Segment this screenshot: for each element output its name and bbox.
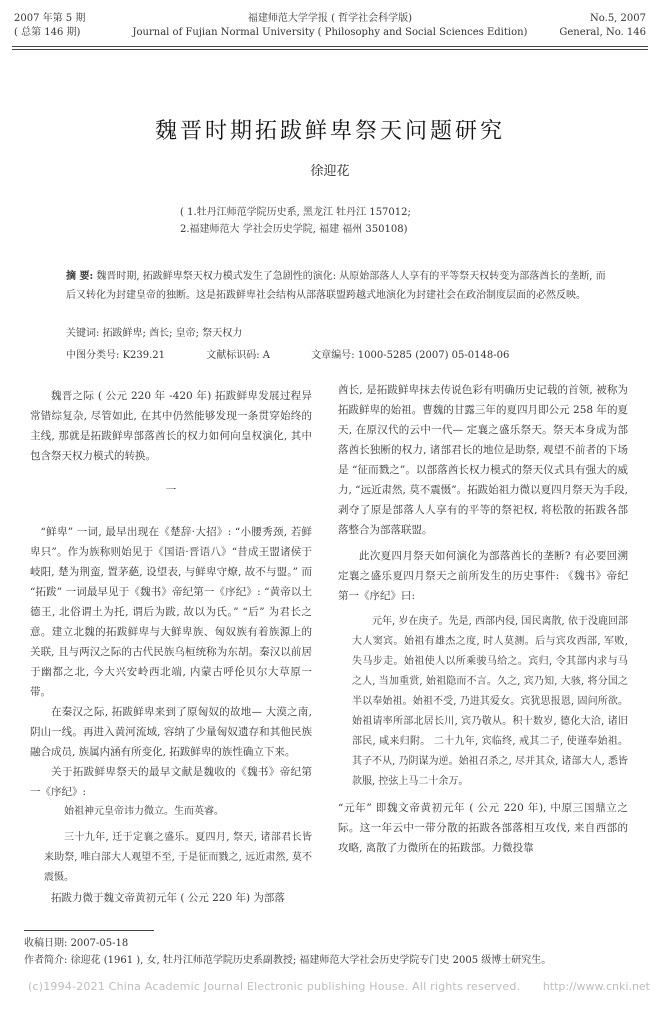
author-bio-label: 作者简介: (24, 955, 68, 966)
classification-line (66, 346, 626, 361)
document-code-value: A (262, 350, 271, 361)
author-affiliations (180, 204, 500, 238)
paragraph: 在秦汉之际, 拓跋鲜卑来到了原匈奴的故地— 大漠之南, 阴山一线。再进入黄河流域, 容纳了少量匈奴遗存和其他民族融合成员, 族属内涵有所变化, 拓跋鲜卑的族性确立下来。 (30, 706, 312, 758)
author-bio-value: 徐迎花 (1961 ), 女, 牡丹江师范学院历史系副教授; 福建师范大学社会历史学院专门史 2005 级博士研究生。 (70, 955, 552, 966)
article-number (311, 350, 509, 361)
journal-name-en: Journal of Fujian Normal University ( Philosophy and Social Sciences Edition) (132, 27, 528, 38)
article-number-value: 1000-5285 (2007) 05-0148-06 (357, 350, 510, 361)
block-quote: 元年, 岁在庚子。先是, 西部内侵, 国民离散, 依于没鹿回部大人窦宾。始祖有雄杰之度, 时人莫测。后与宾攻西部, 军败, 失马步走。始祖使人以所乘骏马给之。宾归, 令其部内求与马之人, 当加重赏, 始祖隐而不言。久之, 宾乃知, 大骇, 将分国之半以奉始祖。始祖不受, 乃进其爱女。宾犹思报恩, 固问所欲。始祖请率所部北居长川, 宾乃敬从。积十数岁, 德化大洽, 诸旧部民, 咸来归附。 二十九年, 宾临终, 戒其二子, 使谨奉始祖。其子不从, 乃阴谋为逆。始祖召杀之, 尽并其众, 诸部大人, 悉皆款服, 控弦上马二十余万。 (352, 616, 628, 787)
general-number-line: General, No. 146 (559, 27, 646, 38)
paragraph: 拓跋力微于魏文帝黄初元年 ( 公元 220 年) 为部落 (51, 892, 285, 904)
affiliation-1: ( 1.牡丹江师范学院历史系, 黑龙江 牡丹江 157012; (180, 207, 411, 218)
number-line: No.5, 2007 (590, 13, 646, 24)
body-left-column (30, 386, 312, 908)
keywords-text: 拓跋鲜卑; 酋长; 皇帝; 祭天权力 (102, 328, 243, 339)
received-date (24, 936, 634, 952)
author-bio (24, 953, 634, 969)
paragraph: 酋长, 是拓跋鲜卑抹去传说色彩有明确历史记载的首领, 被称为拓跋鲜卑的始祖。曹魏的甘露三年的夏四月即公元 258 年的夏天, 在原汉代的云中一代— 定襄之盛乐祭天。祭天本身成为部落酋长独断的权力, 诸部君长的地位是助祭, 观望不前者的下场是 “征而戮之”。以部落酋长权力模式的祭天仪式具有强大的威力, “远近肃然, 莫不震慑”。拓跋始祖力微以夏四月祭天为手段, 剥夺了原是部落人人享有的平等的祭祀权, 将松散的拓跋各部落整合为部落联盟。 (338, 384, 628, 536)
class-number-label: 中图分类号: (66, 350, 120, 361)
total-issue-line: ( 总第 146 期) (14, 27, 81, 38)
journal-name-cn: 福建师范大学学报 ( 哲学社会科学版) (247, 13, 413, 24)
class-number (66, 350, 165, 361)
article-number-label: 文章编号: (311, 350, 355, 361)
section-number: 一 (165, 484, 177, 496)
block-quote: 三十九年, 迁于定襄之盛乐。夏四月, 祭天, 诸部君长皆来助祭, 唯白部大人观望不至, 于是征而戮之, 远近肃然, 莫不震慑。 (44, 832, 312, 883)
body-right-column (338, 380, 628, 858)
footnote-rule (24, 930, 154, 931)
journal-issue-info (14, 12, 85, 40)
document-code (206, 350, 270, 361)
paragraph: 关于拓跋鲜卑祭天的最早文献是魏收的《魏书》帝纪第一《序纪》: (30, 766, 312, 798)
header-rule-bottom (12, 49, 648, 50)
journal-name (130, 12, 530, 40)
received-value: 2007-05-18 (70, 938, 129, 949)
affiliation-2: 2.福建师范大 学社会历史学院, 福建 福州 350108) (180, 224, 408, 235)
copyright-watermark: (c)1994-2021 China Academic Journal Electronic publishing House. All rights reserved. (28, 980, 521, 993)
keywords (66, 324, 606, 339)
abstract-label: 摘 要: (66, 271, 94, 282)
abstract (66, 267, 606, 305)
document-code-label: 文献标识码: (206, 350, 260, 361)
paragraph: “鲜卑” 一词, 最早出现在《楚辞·大招》: “小腰秀颈, 若鲜卑只”。作为族称则始见于《国语·晋语八》“昔成王盟诸侯于岐阳, 楚为荆蛮, 置茅蕝, 设望表, 与鲜卑守燎, 故不与盟。” 而 “拓跋” 一词最早见于《魏书》帝纪第一《序纪》: “黄帝以土德王, 北俗谓土为托, 谓后为跋, 故以为氏。” “后” 为君长之意。建立北魏的拓跋鲜卑与大鲜卑族、匈奴族有着族源上的关联, 且与两汉之际的古代民族乌桓统称为东胡。秦汉以前居于幽都之北, 今大兴安岭西北端, 内蒙古呼伦贝尔大草原一带。 (30, 526, 312, 698)
paragraph: “元年” 即魏文帝黄初元年 ( 公元 220 年), 中原三国鼎立之际。这一年云中一带分散的拓跋各部落相互攻伐, 来自西部的攻略, 离散了力微所在的拓跋部。力微投靠 (338, 802, 628, 854)
received-label: 收稿日期: (24, 938, 68, 949)
block-quote: 始祖神元皇帝讳力微立。生而英睿。 (64, 806, 224, 817)
article-title: 魏晋时期拓跋鲜卑祭天问题研究 (154, 119, 505, 144)
abstract-text: 魏晋时期, 拓跋鲜卑祭天权力模式发生了急剧性的演化: 从原始部落人人享有的平等祭天权转变为部落酋长的垄断, 而后又转化为封建皇帝的独断。这是拓跋鲜卑社会结构从部落联盟跨越式地演化为封建社会在政治制度层面的必然反映。 (66, 271, 606, 301)
cnki-link[interactable]: http://www.cnki.net (542, 980, 650, 993)
keywords-label: 关键词: (66, 328, 100, 339)
class-number-value: K239.21 (122, 350, 166, 361)
paragraph: 魏晋之际 ( 公元 220 年 -420 年) 拓跋鲜卑发展过程异常错综复杂, 尽管如此, 在其中仍然能够发现一条贯穿始终的主线, 那就是拓跋鲜卑部落酋长的权力如何向皇权演化, 其中包含祭天权力模式的转换。 (30, 390, 312, 462)
journal-number-info (559, 12, 646, 40)
article-author: 徐迎花 (310, 164, 350, 179)
paragraph: 此次夏四月祭天如何演化为部落酋长的垄断? 有必要回溯定襄之盛乐夏四月祭天之前所发生的历史事件: 《魏书》帝纪第一《序纪》曰: (338, 550, 628, 602)
issue-line: 2007 年第 5 期 (14, 13, 86, 24)
header-rule-top (12, 46, 648, 47)
